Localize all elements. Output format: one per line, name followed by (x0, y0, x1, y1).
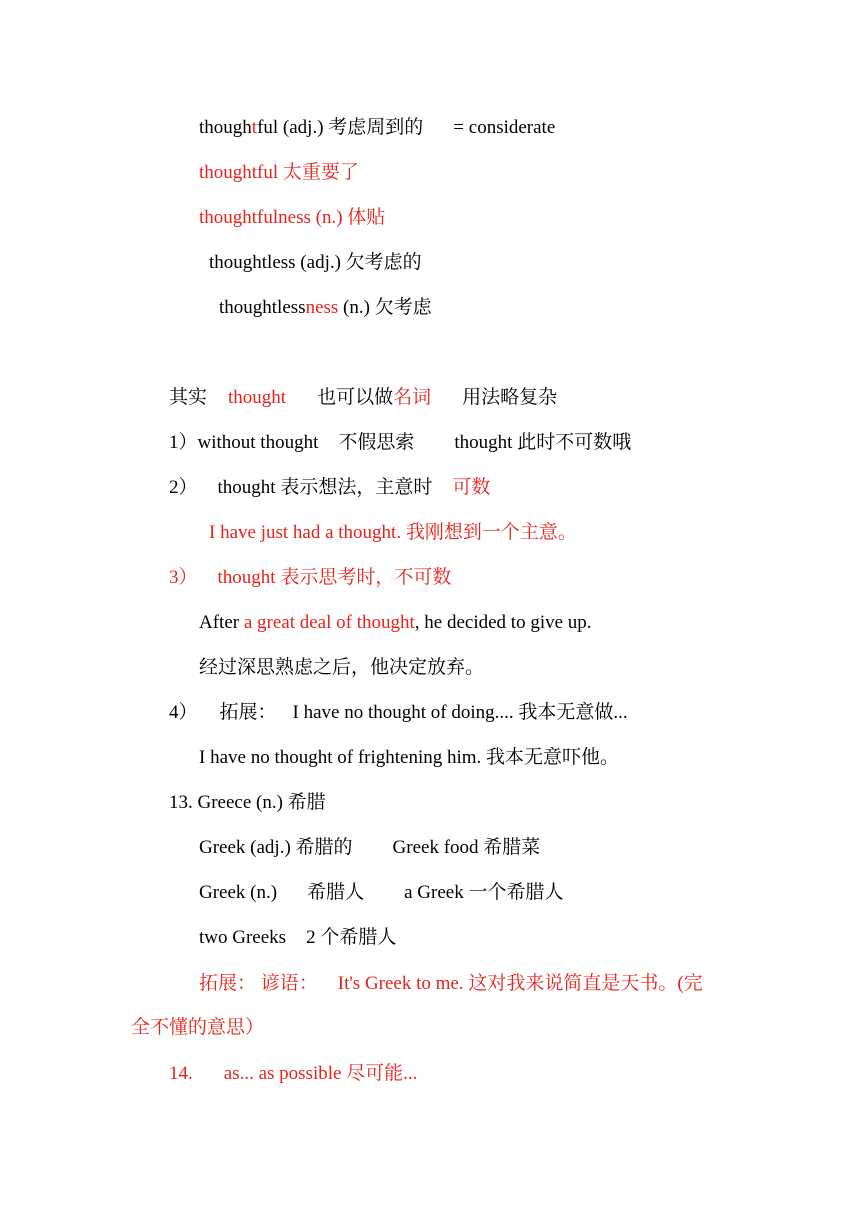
highlight-t: t (251, 117, 258, 138)
line-example-3 (199, 746, 619, 770)
text-greek-n: Greek (n.) (199, 882, 278, 903)
highlight-ness: ness (305, 297, 339, 318)
text-usage-complex: 用法略复杂 (462, 387, 558, 408)
line-item-14 (169, 1062, 417, 1086)
line-example-2 (199, 611, 592, 635)
line-item-4 (169, 701, 628, 725)
text-uncountable-note: thought 此时不可数哦 (454, 432, 632, 453)
text-also-noun: 也可以做 (317, 387, 394, 408)
line-greece (169, 791, 326, 815)
text-after: After (199, 612, 244, 633)
line-greek-adj (199, 836, 540, 860)
highlight-great-deal: a great deal of thought (243, 612, 415, 633)
text-thought-idea: thought 表示想法，主意时 (217, 477, 433, 498)
text-qishi: 其实 (169, 387, 208, 408)
line-item-2 (169, 476, 490, 500)
text-thoughtful-important: thoughtful 太重要了 (199, 162, 359, 183)
text-thought-thinking: thought 表示思考时，不可数 (217, 567, 452, 588)
highlight-countable: 可数 (452, 477, 491, 498)
text-greek-to-me: It's Greek to me. 这对我来说简直是天书。(完 (337, 973, 703, 994)
text-thoughtless: thoughtless (adj.) 欠考虑的 (209, 252, 422, 273)
text-no-thought-doing: I have no thought of doing.... 我本无意做... (292, 702, 628, 723)
line-thoughtless (209, 251, 422, 275)
highlight-noun: 名词 (393, 387, 432, 408)
line-greek-n (199, 881, 563, 905)
text-n-def: (n.) 欠考虑 (338, 297, 432, 318)
line-example-2-cn (199, 656, 484, 680)
line-thoughtful-adj (199, 116, 555, 140)
text-tuozhan: 拓展： (219, 702, 277, 723)
word-thoughtless: thoughtless (219, 297, 306, 318)
text-a-greek: a Greek 一个希腊人 (404, 882, 564, 903)
text-proverb-label: 拓展： 谚语： (199, 973, 318, 994)
text-two-greek-people: 2 个希腊人 (306, 927, 397, 948)
text-meaning: 全不懂的意思） (131, 1017, 265, 1038)
text-frightening: I have no thought of frightening him. 我本无意吓他。 (199, 747, 620, 768)
text-greece: 13. Greece (n.) 希腊 (169, 792, 326, 813)
text-bujiasisuo: 不假思索 (338, 432, 415, 453)
item-14-number: 14. (169, 1063, 193, 1084)
item-2-number: 2） (169, 477, 198, 498)
text-gave-up: , he decided to give up. (414, 612, 592, 633)
text-greek-person: 希腊人 (307, 882, 365, 903)
text-example-thought: I have just had a thought. 我刚想到一个主意。 (209, 522, 577, 543)
text-as-possible: as... as possible 尽可能... (223, 1063, 418, 1084)
item-4-number: 4） (169, 702, 198, 723)
text-translation: 经过深思熟虑之后，他决定放弃。 (199, 657, 485, 678)
line-two-greeks (199, 926, 396, 950)
text-two-greeks: two Greeks (199, 927, 287, 948)
text-greek-food: Greek food 希腊菜 (392, 837, 541, 858)
line-thoughtlessness (219, 296, 432, 320)
item-3-number: 3） (169, 567, 198, 588)
line-proverb (199, 972, 703, 996)
line-thoughtful-important (199, 161, 359, 185)
word-though: though (199, 117, 252, 138)
line-noun-intro (169, 386, 557, 410)
text-without-thought: 1）without thought (169, 432, 319, 453)
line-thoughtfulness (199, 206, 385, 230)
text-greek-adj: Greek (adj.) 希腊的 (199, 837, 353, 858)
text-thoughtfulness: thoughtfulness (n.) 体贴 (199, 207, 386, 228)
line-item-3 (169, 566, 451, 590)
line-example-1 (209, 521, 577, 545)
synonym-considerate: = considerate (453, 117, 556, 138)
highlight-thought: thought (228, 387, 287, 408)
line-item-1 (169, 431, 631, 455)
line-proverb-cont (131, 1016, 264, 1040)
word-ful-def: ful (adj.) 考虑周到的 (257, 117, 424, 138)
